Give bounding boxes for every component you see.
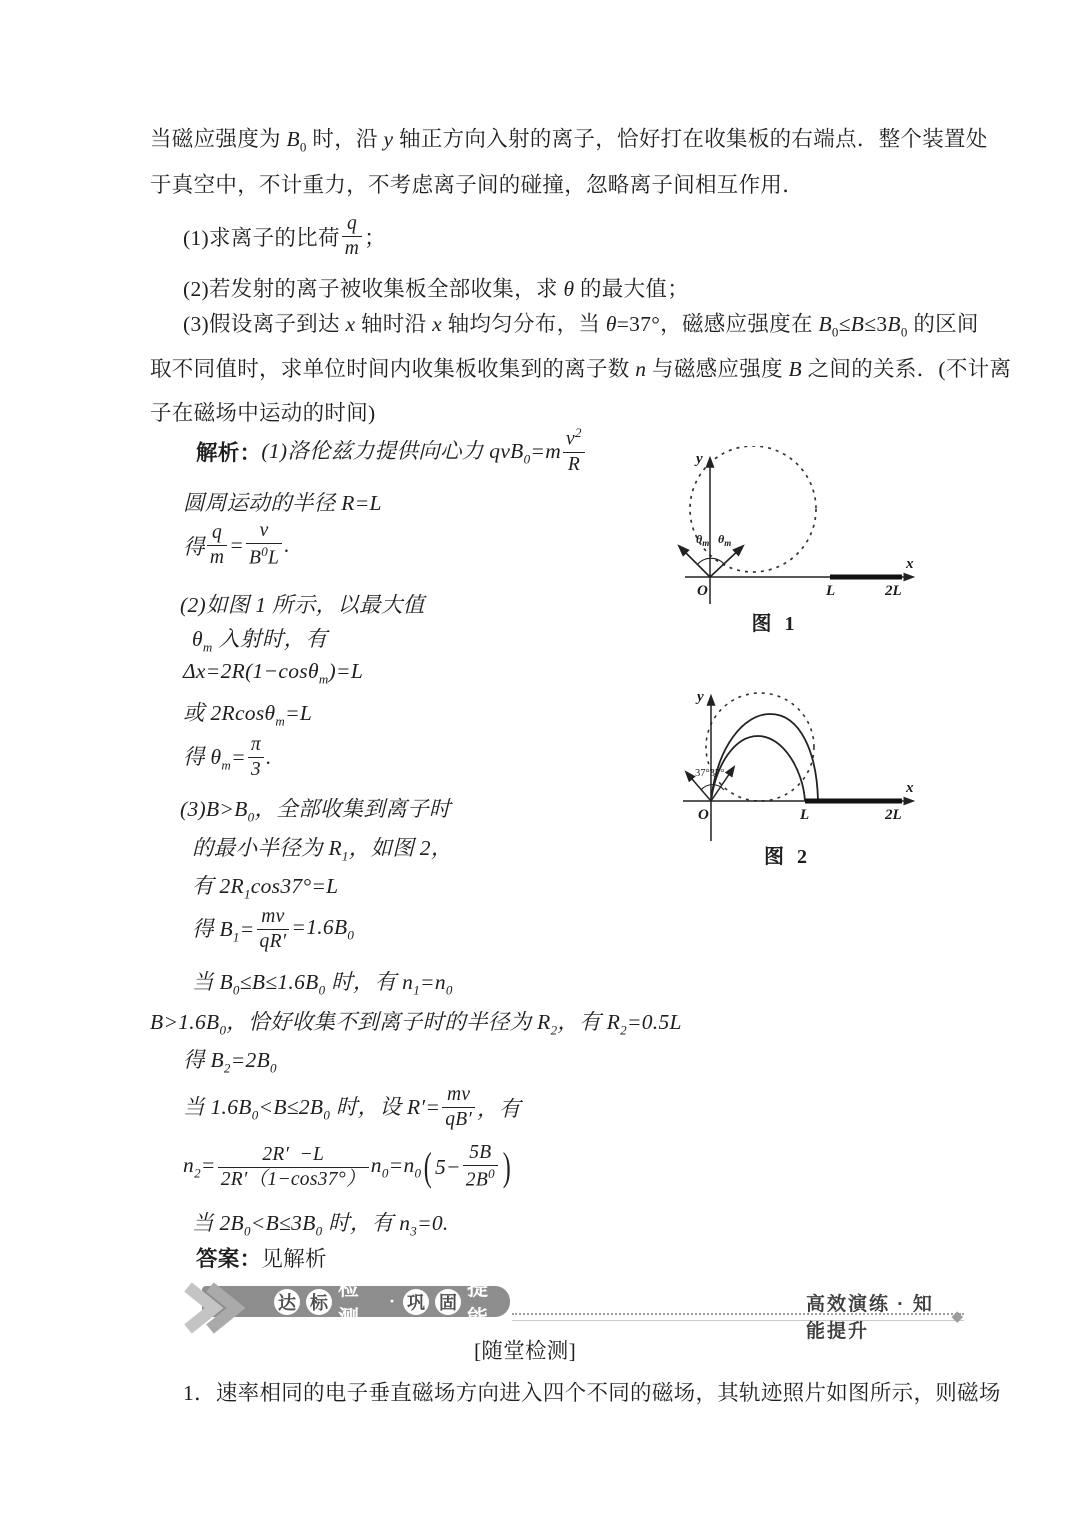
figure-2 [663,686,933,846]
solution-line-5: $\theta_m$ 入射时，有 [192,627,328,655]
banner-separator-dot: · [388,1291,395,1311]
fig1-y-label: y [696,451,703,467]
fig1-x-label: x [906,556,914,572]
fig2-outer-arc [711,714,818,801]
question-3-line-1: (3)假设离子到达 x 轴时沿 x 轴均匀分布，当 θ=37°，磁感应强度在 $B_0\le B\le 3B_0$ 的区间 [183,312,979,340]
fig2-inner-arc [711,736,805,801]
question-1-text: (1)求离子的比荷 [183,225,340,250]
solution-line-18: 当 $2B_0<B\le 3B_0$ 时，有 $n_3=0$. [192,1211,449,1239]
answer-line: 答案：见解析 [196,1247,327,1271]
fig2-origin-label: O [698,807,709,823]
solution-line-7: 或 2Rcosθ$_m$=L [183,701,313,729]
solution-line-2: 圆周运动的半径 R=L [183,491,382,515]
fraction-v2-over-R: $v^2$ R [563,426,585,475]
solution-line-16: 当 $1.6B_0<B\le 2B_0$ 时，设 R′= $\frac{mv}{qB'}$ ，有 [183,1083,521,1130]
question-2: (2)若发射的离子被收集板全部收集，求 θ 的最大值； [183,277,690,301]
banner-circle-char-4: 固 [435,1289,461,1315]
diamond-icon: ◆ [951,1308,965,1325]
figure-2-caption: 图 2 [764,846,811,868]
banner-circle-char-1: 达 [274,1289,300,1315]
figure-1-caption: 图 1 [751,613,799,635]
fraction-q-over-m: q m [342,213,362,260]
fig2-2L-label: 2L [885,807,902,823]
solution-line-1: 解析： (1)洛伦兹力提供向心力 qvB$_0$=m $v^2$ R [196,426,587,476]
fraction-mv-over-qB: $\frac{mv}{qB'}$ [442,1084,475,1131]
solution-line-9: $(3)B>B_0$，全部收集到离子时 [180,797,451,825]
fig1-L-label: L [826,583,836,599]
fig2-x-label: x [906,780,914,796]
question-3-line-2: 取不同值时，求单位时间内收集板收集到的离子数 n 与磁感应强度 B 之间的关系．(不计离 [150,357,1012,381]
fig2-y-label: y [697,689,704,705]
fraction-q-over-m-2: $\frac{q}{m}$ [207,522,227,569]
solution-line-6: Δx=2R(1−cosθ$_m$)=L [183,659,364,687]
solution-line-12: 得 $B_1=$ $\frac{mv}{qR'}$ $=1.6B_0$ [192,905,355,952]
quiz-header: [随堂检测] [473,1339,577,1363]
fraction-collect-ratio: $\frac{2R' -L}{2R'(1-\cos 37^\circ)}$ [218,1144,369,1191]
solution-label: 解析： [196,440,262,465]
question-3-line-3: 子在磁场中运动的时间) [150,401,376,425]
fig1-theta-right: $\theta_m$ [718,532,732,548]
fig1-dashed-circle [690,446,816,572]
quiz-item-1: 1．速率相同的电子垂直磁场方向进入四个不同的磁场，其轨迹照片如图所示，则磁场 [183,1381,1001,1405]
solution-line-11: 有 $2R_1\cos 37^\circ=L$ [192,874,339,902]
banner-circle-char-2: 标 [306,1289,332,1315]
solution-line-13: 当 $B_0\le B\le 1.6B_0$ 时，有 $n_1=n_0$ [192,970,453,998]
solution-line-3: 得 $\frac{q}{m}$ = $\frac{v}{B^0L}$ . [183,520,290,569]
banner-chevron-icon [178,1282,256,1336]
banner-right-label: 高效演练 · 知能提升 ◆ [806,1294,965,1342]
fraction-v-over-B0L: $\frac{v}{B^0L}$ [246,520,282,569]
problem-line-2: 于真空中，不计重力，不考虑离子间的碰撞，忽略离子间相互作用． [150,173,805,197]
solution-line-15: 得 $B_2=2B_0$ [183,1048,277,1076]
section-banner [150,1276,965,1342]
right-paren: ) [502,1144,511,1189]
left-paren: ( [424,1144,433,1189]
fig1-angle-arc [697,558,725,565]
banner-circle-char-3: 巩 [403,1289,429,1315]
fraction-pi-over-3: $\frac{\pi}{3}$ [248,734,264,781]
solution-line-8: 得 $\theta_m=$ $\frac{\pi}{3}$ . [183,733,272,780]
fraction-mv-over-qR1: $\frac{mv}{qR'}$ [257,906,290,953]
solution-line-17: $n_2=$ $\frac{2R' -L}{2R'(1-\cos 37^\circ)}$ $n_0=n_0$ ( 5− $\frac{5B}{2B^0}$ ) [183,1142,511,1191]
fig2-L-label: L [800,807,810,823]
problem-line-1: 当磁应强度为 $B_0$ 时，沿 y 轴正方向入射的离子，恰好打在收集板的右端点．整个装置处 [150,127,988,155]
answer-label: 答案： [196,1247,262,1271]
solution-line-14: $B>1.6B_0$，恰好收集不到离子时的半径为 $R_2$，有 $R_2=0.5L$ [150,1010,682,1038]
fig1-velocity-arrow-right [710,546,743,577]
banner-text-1: 检测 [338,1276,361,1330]
banner-text-2: 提能 [467,1276,490,1330]
fig2-angle-label: 37°37° [695,768,725,779]
fig1-origin-label: O [697,583,708,599]
solution-line-4: (2)如图 1 所示，以最大值 [180,593,425,617]
fraction-5B-over-2B0: $\frac{5B}{2B^0}$ [463,1142,498,1191]
fig1-theta-left: $\theta_m$ [696,532,710,548]
fig1-2L-label: 2L [885,583,902,599]
solution-line-10: 的最小半径为 $R_1$，如图 2， [192,836,453,864]
question-1: (1)求离子的比荷 q m ； [183,212,386,259]
figure-1 [663,446,933,606]
